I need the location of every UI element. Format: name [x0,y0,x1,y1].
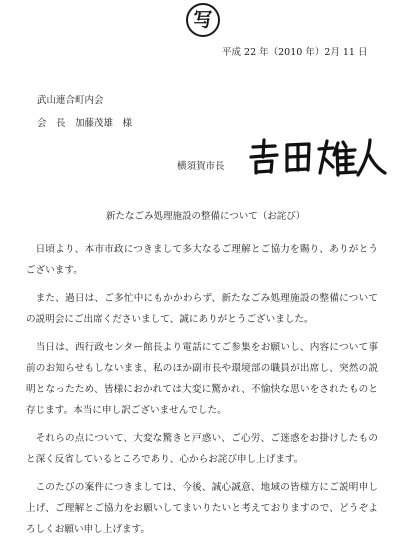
body-paragraph: 当日は、西行政センター館長より電話にてご参集をお願いし、内容について事前のお知らせもしないまま、私のほか副市長や環境部の職員が出席し、突然の説明となったため、皆様におかれては大変に驚かれ、不愉快な思いをされたものと存じます。本当に申し訳ございませんでした。 [26,342,378,416]
recipient-name: 会 長 加藤茂雄 様 [37,118,133,129]
handwritten-signature [247,137,387,179]
copy-stamp [186,3,220,37]
body-paragraph: それらの点について、大変な驚きと戸惑い、ご心労、ご迷惑をお掛けしたものと深く反省しているところであり、心からお詫び申し上げます。 [26,433,378,465]
copy-stamp-text: 写 [193,8,213,31]
letter-body [26,239,378,540]
letter-subject: 新たなごみ処理施設の整備について（お詫び） [106,211,306,222]
body-paragraph: このたびの案件につきましては、今後、誠心誠意、地域の皆様方にご説明申し上げ、ご理解とご協力をお願いしてまいりたいと考えておりますので、どうぞよろしくお願い申し上げます。 [26,482,378,535]
letter-date: 平成 22 年（2010 年）2月 11 日 [222,47,368,58]
body-paragraph: 日頃より、本市市政につきまして多大なるご理解とご協力を賜り、ありがとうございます。 [26,244,378,276]
recipient-organization: 武山連合町内会 [37,95,104,106]
body-paragraph: また、過日は、ご多忙中にもかかわらず、新たなごみ処理施設の整備についての説明会にご出席くださいまして、誠にありがとうございました。 [26,293,378,325]
sender-title: 横須賀市長 [177,161,225,172]
